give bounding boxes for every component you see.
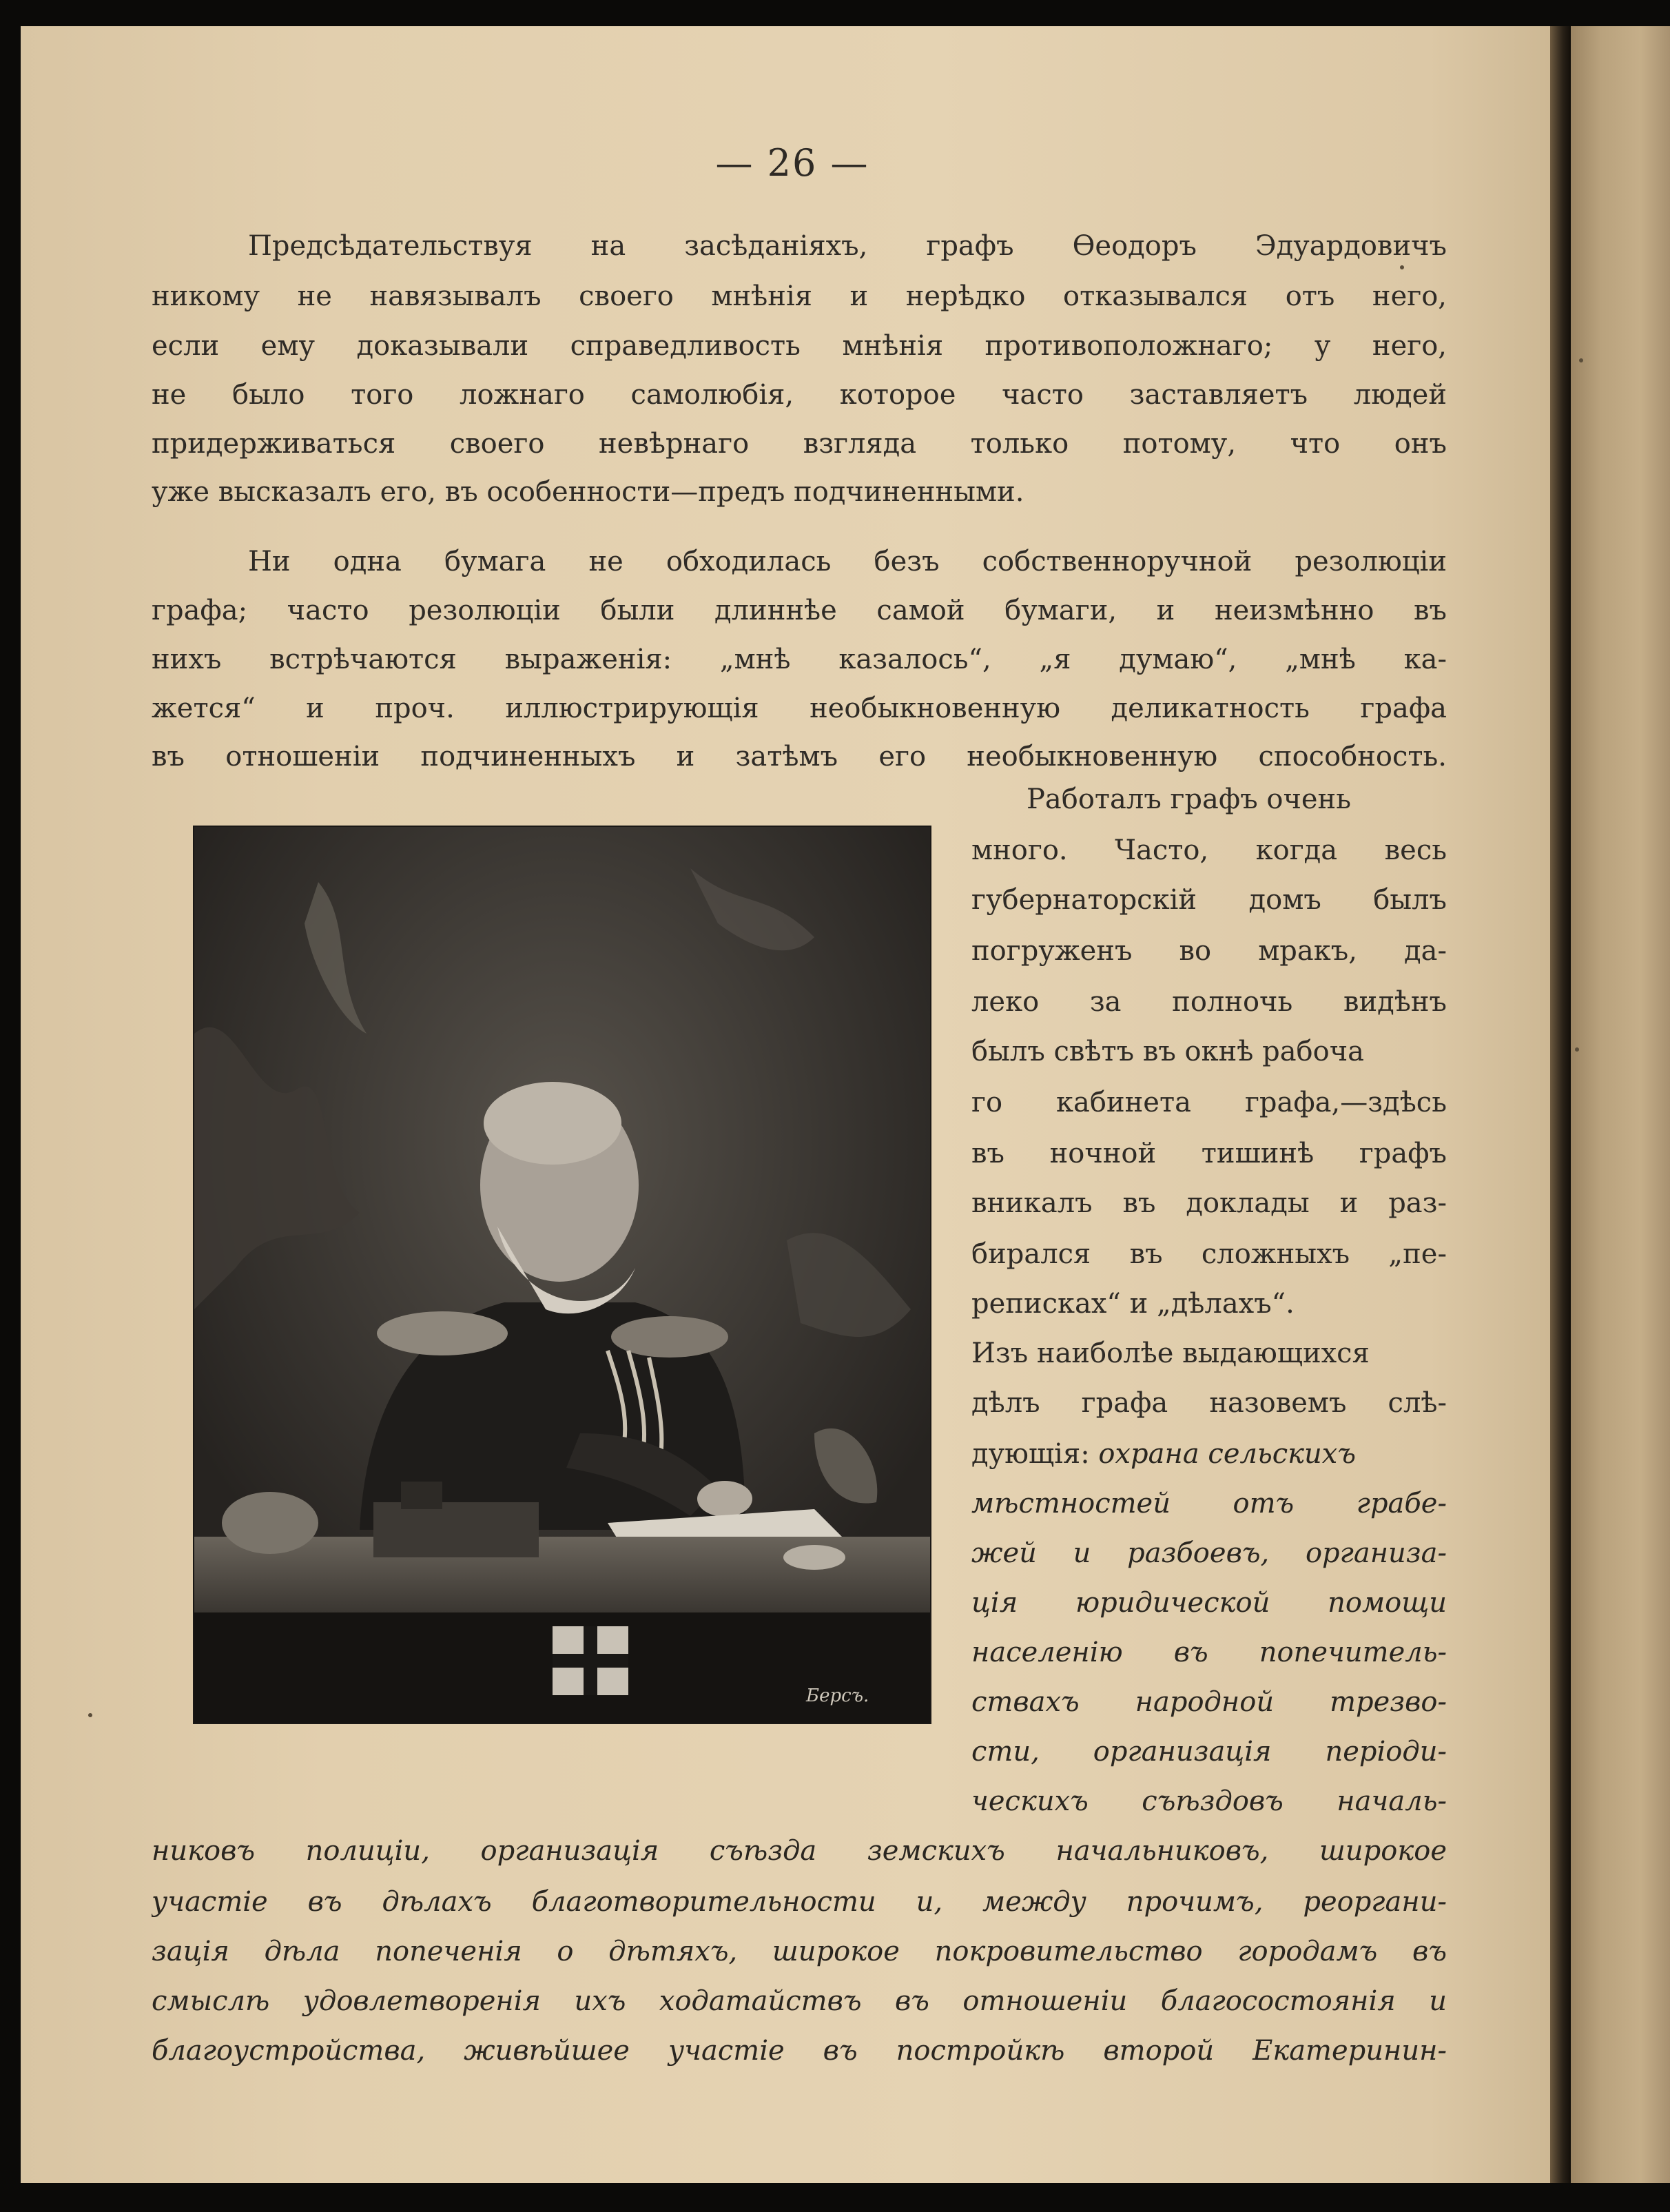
text-line-italic: жей и разбоевъ, организа-: [971, 1537, 1447, 1569]
text-line: жется“ и проч. иллюстрирующія необыкновенную деликатность графа: [152, 693, 1447, 724]
text-line-italic: смыслѣ удовлетворенія ихъ ходатайствъ въ отношеніи благосостоянія и: [152, 1985, 1447, 2017]
regular-fragment: дующія:: [971, 1438, 1090, 1470]
text-line-italic: никовъ полиціи, организація съѣзда земскихъ начальниковъ, широкое: [152, 1835, 1447, 1867]
text-line-mixed: [971, 1433, 1447, 1475]
text-line: вникалъ въ доклады и раз-: [971, 1187, 1447, 1219]
page-number: — 26 —: [715, 141, 869, 185]
text-line: уже высказалъ его, въ особенности—предъ подчиненными.: [152, 476, 1024, 508]
text-line: реписках“ и „дѣлахъ“.: [971, 1288, 1295, 1320]
text-line-italic: ческихъ съѣздовъ началь-: [971, 1785, 1447, 1817]
text-line-italic: участіе въ дѣлахъ благотворительности и, между прочимъ, реоргани-: [152, 1886, 1447, 1918]
text-line: былъ свѣтъ въ окнѣ рабоча: [971, 1036, 1364, 1067]
text-line: много. Часто, когда весь: [971, 834, 1447, 866]
italic-fragment: охрана сельскихъ: [1098, 1438, 1356, 1470]
text-line: губернаторскій домъ былъ: [971, 884, 1447, 916]
text-line: Работалъ графъ очень: [1027, 784, 1351, 815]
text-line: придерживаться своего невѣрнаго взгляда только потому, что онъ: [152, 428, 1447, 460]
text-line-italic: населенію въ попечитель-: [971, 1637, 1447, 1668]
text-line: никому не навязывалъ своего мнѣнія и нерѣдко отказывался отъ него,: [152, 280, 1447, 312]
photographer-signature: Берсъ.: [806, 1686, 869, 1706]
paper-speck: [1579, 358, 1583, 362]
text-line-italic: зація дѣла попеченія о дѣтяхъ, широкое покровительство городамъ въ: [152, 1936, 1447, 1967]
text-line: графа; часто резолюціи были длиннѣе самой бумаги, и неизмѣнно въ: [152, 595, 1447, 626]
text-line: дѣлъ графа назовемъ слѣ-: [971, 1387, 1447, 1419]
text-line: если ему доказывали справедливость мнѣнія противоположнаго; у него,: [152, 330, 1447, 362]
paper-speck: [88, 1713, 92, 1717]
text-line: Предсѣдательствуя на засѣданіяхъ, графъ Ѳеодоръ Эдуардовичъ: [248, 230, 1447, 262]
text-line: леко за полночь видѣнъ: [971, 986, 1447, 1018]
text-line-italic: ція юридической помощи: [971, 1587, 1447, 1619]
text-line: въ отношеніи подчиненныхъ и затѣмъ его необыкновенную способность.: [152, 741, 1447, 772]
portrait-photo: [193, 826, 931, 1724]
facing-page-edge: [1571, 26, 1670, 2183]
book-gutter: [1550, 26, 1571, 2183]
text-line: го кабинета графа,—здѣсь: [971, 1087, 1447, 1118]
text-line: не было того ложнаго самолюбія, которое часто заставляетъ людей: [152, 379, 1447, 411]
text-line: бирался въ сложныхъ „пе-: [971, 1238, 1447, 1270]
text-line-italic: сти, организація періоди-: [971, 1736, 1447, 1768]
text-line-italic: ствахъ народной трезво-: [971, 1686, 1447, 1718]
text-line: погруженъ во мракъ, да-: [971, 935, 1447, 967]
portrait-illustration: [194, 827, 930, 1723]
text-line-italic: мѣстностей отъ грабе-: [971, 1488, 1447, 1519]
paper-speck: [1575, 1047, 1579, 1052]
text-line: Ни одна бумага не обходилась безъ собственноручной резолюціи: [248, 546, 1447, 577]
text-line: Изъ наиболѣе выдающихся: [971, 1338, 1370, 1369]
text-line: нихъ встрѣчаются выраженія: „мнѣ казалось“, „я думаю“, „мнѣ ка-: [152, 644, 1447, 675]
text-line: въ ночной тишинѣ графъ: [971, 1138, 1447, 1169]
text-line-italic: благоустройства, живѣйшее участіе въ постройкѣ второй Екатеринин-: [152, 2035, 1447, 2067]
